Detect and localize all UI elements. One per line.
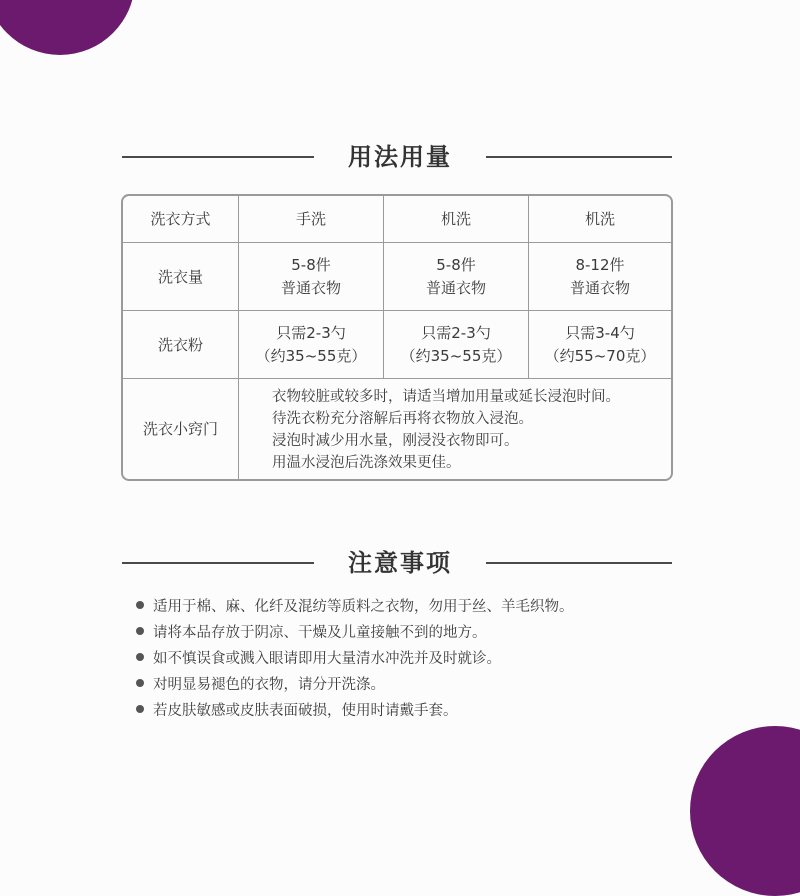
note-text: 请将本品存放于阴凉、干燥及儿童接触不到的地方。 [153, 624, 487, 641]
table-row [123, 242, 671, 311]
bullet-icon [136, 705, 144, 713]
table-cell [238, 243, 383, 311]
bullet-icon [136, 627, 144, 635]
table-cell [528, 311, 671, 379]
notes-section-header [122, 543, 672, 583]
note-text: 适用于棉、麻、化纤及混纺等质料之衣物，勿用于丝、羊毛织物。 [153, 598, 574, 615]
notes-title: 注意事项 [348, 549, 452, 577]
header-rule-left [122, 156, 314, 158]
notes-list [136, 592, 696, 722]
header-rule-right [486, 562, 672, 564]
decorative-circle-top-left [0, 0, 135, 55]
usage-title: 用法用量 [348, 143, 452, 171]
table-row [123, 310, 671, 379]
header-cell-hand-wash: 手洗 [238, 196, 383, 242]
cell-line: （约55~70克） [544, 347, 656, 365]
table-header-row [123, 196, 671, 242]
cell-line: 8-12件 [575, 256, 625, 274]
header-rule-left [122, 562, 314, 564]
tip-line: 浸泡时减少用水量，刚浸没衣物即可。 [272, 432, 519, 449]
list-item [136, 644, 696, 670]
note-text: 对明显易褪色的衣物，请分开洗涤。 [153, 676, 385, 693]
list-item [136, 592, 696, 618]
cell-line: 5-8件 [436, 256, 476, 274]
list-item [136, 618, 696, 644]
usage-section-header [122, 137, 672, 177]
list-item [136, 696, 696, 722]
cell-line: 普通衣物 [569, 279, 630, 297]
table-cell [383, 311, 528, 379]
tips-cell [238, 379, 671, 480]
header-cell-method: 洗衣方式 [150, 209, 211, 228]
table-cell [383, 243, 528, 311]
row-label-powder: 洗衣粉 [157, 335, 203, 354]
cell-line: （约35~55克） [255, 347, 367, 365]
table-cell [238, 311, 383, 379]
cell-line: 只需2-3勺 [276, 324, 346, 342]
header-cell-machine-wash: 机洗 [528, 196, 671, 242]
note-text: 如不慎误食或溅入眼请即用大量清水冲洗并及时就诊。 [153, 650, 501, 667]
header-cell-machine-wash: 机洗 [383, 196, 528, 242]
cell-line: 普通衣物 [280, 279, 341, 297]
row-label-tips: 洗衣小窍门 [142, 420, 218, 438]
usage-table [121, 194, 673, 481]
bullet-icon [136, 601, 144, 609]
cell-line: （约35~55克） [400, 347, 512, 365]
note-text: 若皮肤敏感或皮肤表面破损，使用时请戴手套。 [153, 702, 458, 719]
bullet-icon [136, 679, 144, 687]
row-label-load: 洗衣量 [157, 267, 203, 286]
tip-line: 衣物较脏或较多时，请适当增加用量或延长浸泡时间。 [272, 388, 620, 405]
decorative-circle-bottom-right [690, 726, 800, 896]
bullet-icon [136, 653, 144, 661]
cell-line: 只需2-3勺 [421, 324, 491, 342]
cell-line: 只需3-4勺 [565, 324, 635, 342]
table-row [123, 378, 671, 480]
header-rule-right [486, 156, 672, 158]
table-cell [528, 243, 671, 311]
tip-line: 待洗衣粉充分溶解后再将衣物放入浸泡。 [272, 410, 533, 427]
cell-line: 5-8件 [291, 256, 331, 274]
cell-line: 普通衣物 [425, 279, 486, 297]
tip-line: 用温水浸泡后洗涤效果更佳。 [272, 454, 461, 471]
list-item [136, 670, 696, 696]
